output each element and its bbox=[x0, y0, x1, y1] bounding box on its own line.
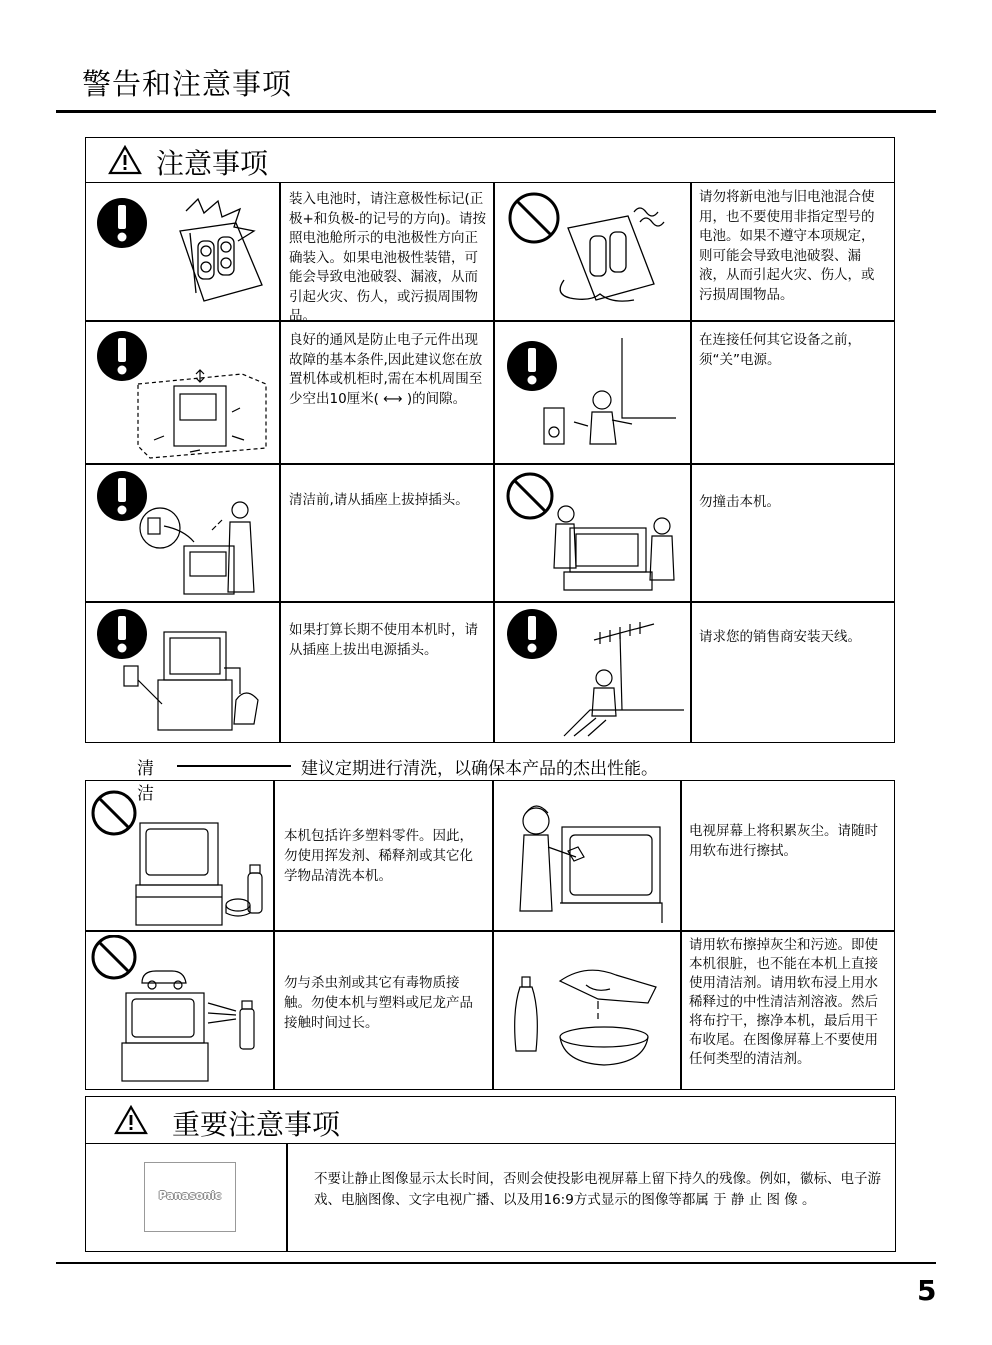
caution-section bbox=[85, 137, 895, 743]
caution-title: 注意事项 bbox=[156, 147, 269, 180]
warning-triangle-icon bbox=[114, 1105, 148, 1135]
prohibited-icon bbox=[508, 474, 552, 518]
caution-text-power-off: 在连接任何其它设备之前，须“关”电源。 bbox=[699, 332, 861, 368]
caution-text-unplug-cleaning: 清洁前,请从插座上拔掉插头。 bbox=[289, 492, 469, 508]
cleaning-label: 清洁 bbox=[137, 759, 154, 804]
page-number: 5 bbox=[917, 1274, 937, 1307]
battery-mixing-illustration bbox=[504, 188, 686, 316]
no-solvent-illustration bbox=[90, 787, 270, 927]
caution-header bbox=[86, 138, 894, 183]
caution-text-antenna: 请求您的销售商安装天线。 bbox=[699, 629, 861, 645]
cleaning-intro: 建议定期进行清洗，以确保本产品的杰出性能。 bbox=[301, 759, 658, 779]
cleaning-section bbox=[85, 780, 895, 1090]
prohibited-icon bbox=[93, 936, 135, 978]
caution-text-no-impact: 勿撞击本机。 bbox=[699, 494, 780, 510]
connect-equipment-illustration bbox=[504, 328, 686, 460]
cleaning-text-no-solvent: 本机包括许多塑料零件。因此，勿使用挥发剂、稀释剂或其它化学物品清洗本机。 bbox=[284, 828, 473, 884]
mandatory-icon bbox=[97, 471, 147, 521]
cleaning-dash bbox=[177, 765, 291, 767]
still-logo-image bbox=[144, 1162, 236, 1232]
no-insecticide-illustration bbox=[90, 935, 270, 1085]
no-impact-illustration bbox=[504, 468, 686, 598]
title-divider bbox=[56, 110, 936, 113]
mandatory-icon bbox=[97, 609, 147, 659]
logo-text: Panasonic bbox=[158, 1189, 222, 1202]
mandatory-icon bbox=[507, 609, 557, 659]
mandatory-icon bbox=[507, 341, 557, 391]
important-header bbox=[86, 1097, 895, 1144]
warning-triangle-icon bbox=[108, 145, 142, 175]
unplug-cleaning-illustration bbox=[94, 468, 274, 598]
neutral-detergent-illustration bbox=[506, 941, 676, 1081]
cleaning-text-no-insecticide: 勿与杀虫剂或其它有毒物质接触。勿使本机与塑料或尼龙产品接触时间过长。 bbox=[284, 975, 473, 1031]
prohibited-icon bbox=[510, 194, 558, 242]
mandatory-icon bbox=[97, 198, 147, 248]
long-unused-illustration bbox=[94, 606, 274, 740]
cleaning-text-detergent: 请用软布擦掉灰尘和污迹。即使本机很脏，也不能在本机上直接使用清洁剂。请用软布浸上用水稀释过的中性清洁剂溶液。然后将布拧干，擦净本机，最后用干布收尾。在图像屏幕上不要使用任何类型的清洁剂。 bbox=[689, 937, 878, 1067]
wipe-screen-illustration bbox=[506, 791, 676, 927]
ventilation-illustration bbox=[94, 328, 274, 460]
important-text: 不要让静止图像显示太长时间，否则会使投影电视屏幕上留下持久的残像。例如，徽标、电子游戏、电脑图像、文字电视广播、以及用16:9方式显示的图像等都属 于 静 止 图 像 。 bbox=[314, 1171, 881, 1208]
mandatory-icon bbox=[97, 331, 147, 381]
important-title: 重要注意事项 bbox=[172, 1108, 341, 1141]
caution-text-battery-mixing: 请勿将新电池与旧电池混合使用，也不要使用非指定型号的电池。如果不遵守本项规定，则可能会导致电池破裂、漏液，从而引起火灾、伤人，或污损周围物品。 bbox=[699, 189, 875, 303]
important-section bbox=[85, 1096, 896, 1252]
antenna-install-illustration bbox=[504, 606, 686, 740]
caution-text-ventilation: 良好的通风是防止电子元件出现故障的基本条件,因此建议您在放置机体或机柜时,需在本机周围至少空出10厘米( ⟷ )的间隙。 bbox=[289, 332, 483, 407]
prohibited-icon bbox=[93, 792, 135, 834]
footer-divider bbox=[56, 1262, 936, 1264]
caution-text-battery-polarity: 装入电池时，请注意极性标记(正极+和负极-的记号的方向)。请按照电池舱所示的电池极性方向正确装入。如果电池极性装错，可能会导致电池破裂、漏液，从而引起火灾、伤人，或污损周围物品。 bbox=[289, 191, 486, 324]
cleaning-text-dust: 电视屏幕上将积累灰尘。请随时用软布进行擦拭。 bbox=[689, 823, 878, 859]
page-title: 警告和注意事项 bbox=[82, 67, 293, 101]
battery-polarity-illustration bbox=[94, 193, 274, 315]
caution-text-long-unused: 如果打算长期不使用本机时，请从插座上拔出电源插头。 bbox=[289, 622, 478, 658]
